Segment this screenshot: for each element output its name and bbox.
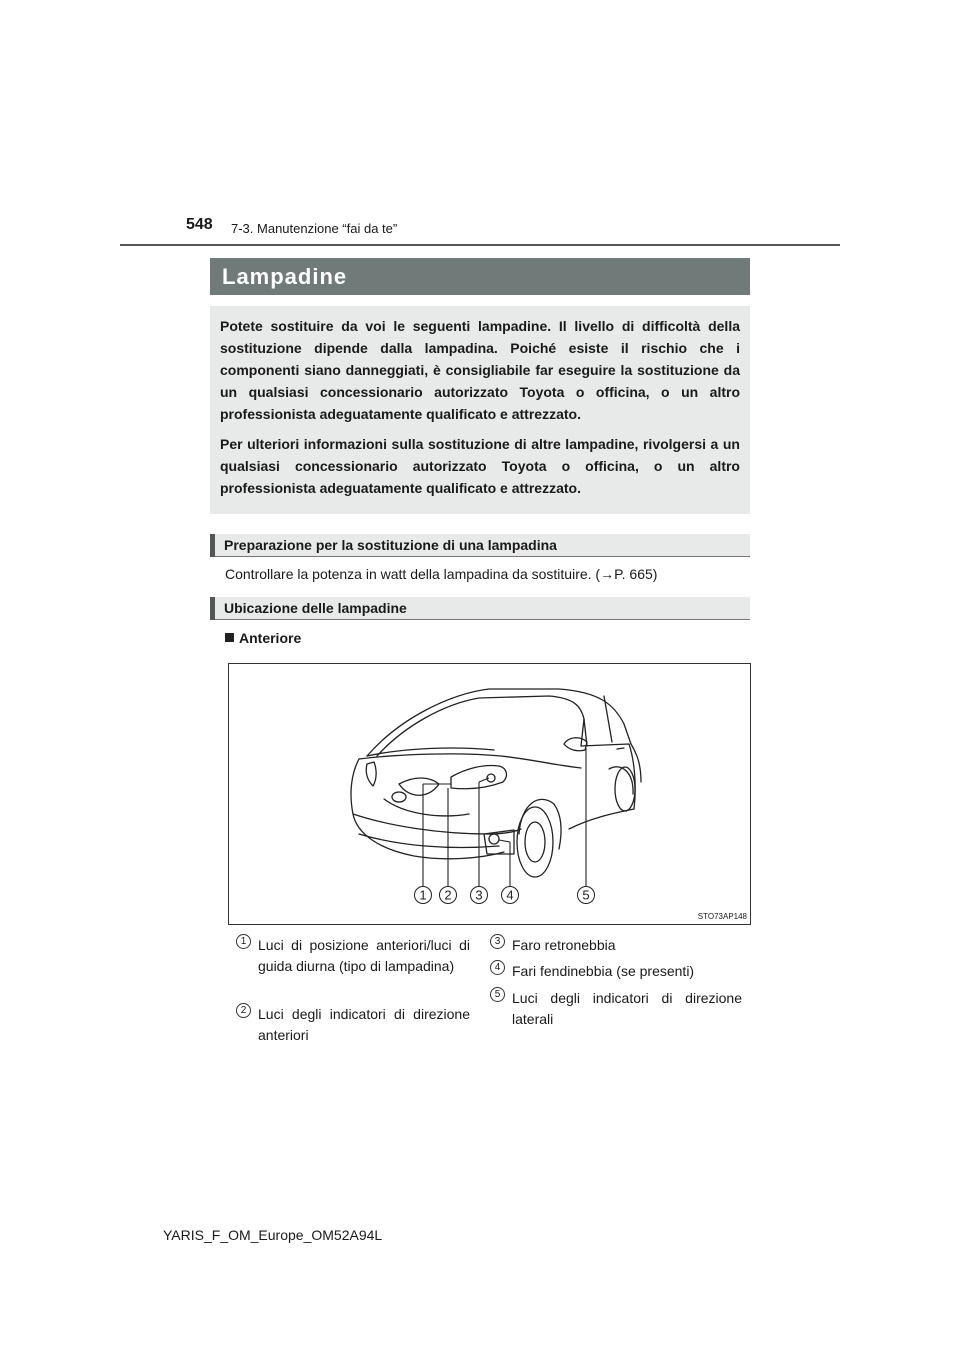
front-subheading [225, 630, 301, 646]
intro-paragraph-2: Per ulteriori informazioni sulla sostituzione di altre lampadine, rivolgersi a un qualsiasi concessionario autorizzato Toyota o officina, o un altro professionista adeguatamente qualificato e attrezzato. [220, 436, 740, 496]
figure-code: STO73AP148 [697, 912, 747, 921]
intro-paragraph-1: Potete sostituire da voi le seguenti lampadine. Il livello di difficoltà della sostituzione dipende dalla lampadina. Poiché esiste il rischio che i componenti siano danneggiati, è consigliabile far eseguire la sostituzione da un qualsiasi concessionario autorizzato Toyota o officina, o un altro professionista adeguatamente qualificato e attrezzato. [220, 318, 740, 422]
page-title: Lampadine [222, 264, 348, 289]
square-bullet-icon [225, 633, 234, 642]
car-front-figure [228, 663, 751, 925]
callout-label-5: 5 [582, 887, 590, 903]
intro-box [210, 306, 750, 514]
legend-text-1: Luci di posizione anteriori/luci di guida diurna (tipo di lampadina) [258, 937, 470, 974]
legend-number-1: 1 [236, 934, 251, 949]
heading-accent-bar [210, 597, 215, 620]
car-illustration [229, 664, 750, 924]
location-heading: Ubicazione delle lampadine [224, 600, 407, 616]
heading-accent-bar [210, 534, 215, 557]
callout-label-4: 4 [506, 887, 514, 903]
page-title-bar [210, 258, 750, 295]
preparation-text: Controllare la potenza in watt della lampadina da sostituire. (→P. 665) [225, 566, 658, 582]
legend-number-3: 3 [490, 934, 505, 949]
callout-label-1: 1 [419, 887, 427, 903]
preparation-heading: Preparazione per la sostituzione di una lampadina [224, 537, 557, 553]
footer-document-code: YARIS_F_OM_Europe_OM52A94L [163, 1227, 383, 1243]
legend-number-5: 5 [490, 987, 505, 1002]
legend-number-2: 2 [236, 1003, 251, 1018]
page-number: 548 [186, 216, 213, 233]
legend-number-4: 4 [490, 960, 505, 975]
callout-label-2: 2 [444, 887, 452, 903]
front-subheading-label: Anteriore [239, 630, 302, 646]
legend-text-4: Fari fendinebbia (se presenti) [512, 963, 695, 979]
section-breadcrumb: 7-3. Manutenzione “fai da te” [231, 221, 398, 236]
legend-text-5: Luci degli indicatori di direzione laterali [512, 990, 742, 1027]
legend-text-3: Faro retronebbia [512, 937, 616, 953]
legend-text-2: Luci degli indicatori di direzione anteriori [258, 1006, 470, 1043]
location-heading-bar [210, 597, 750, 620]
preparation-heading-bar [210, 534, 750, 557]
header-divider [120, 244, 840, 246]
callout-label-3: 3 [475, 887, 483, 903]
